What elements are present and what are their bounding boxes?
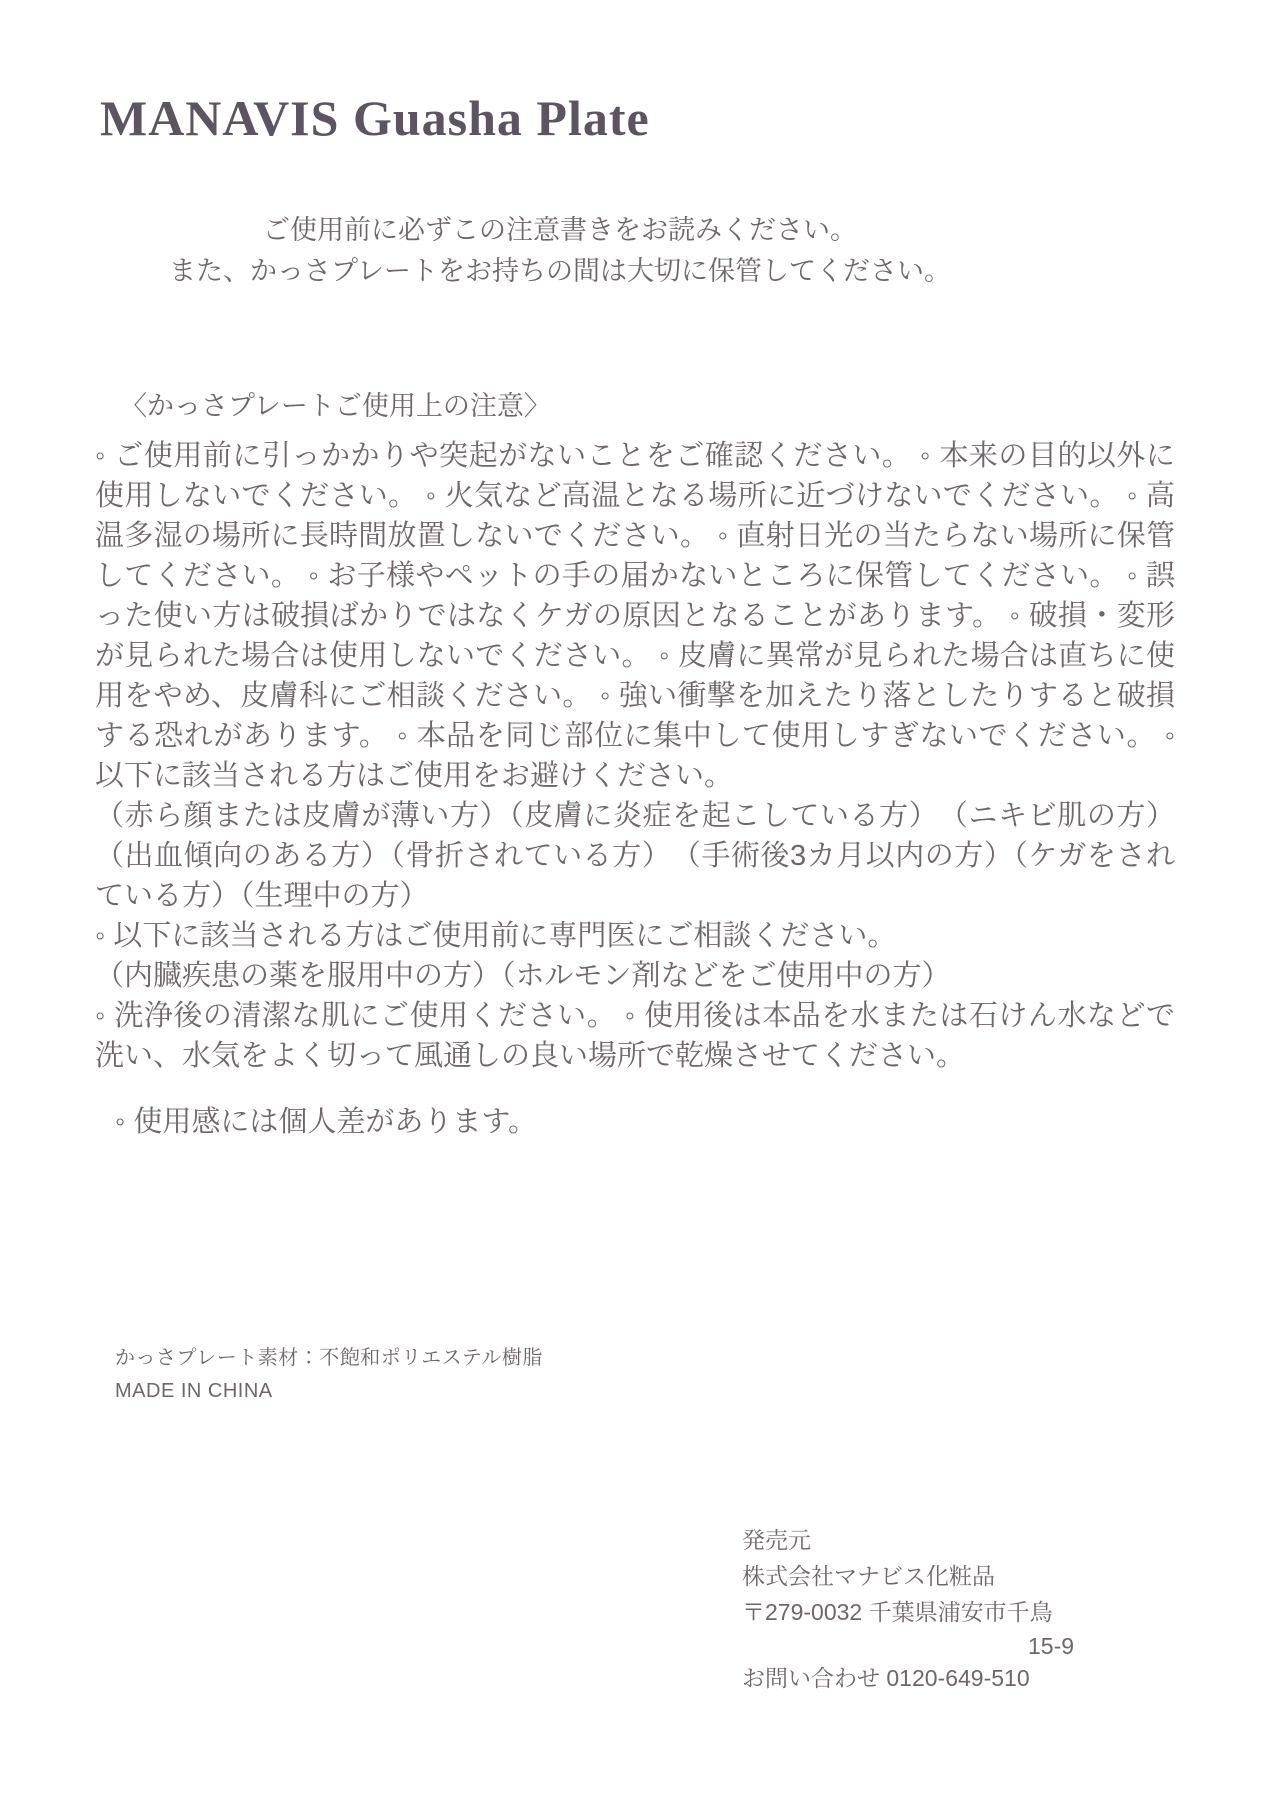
notice-paragraph-avoid-conditions: （赤ら顔または皮膚が薄い方）（皮膚に炎症を起こしている方） （ニキビ肌の方）（出血傾向のある方）（骨折されている方） （手術後3カ月以内の方）（ケガをされている方）（生理中の方） xyxy=(95,800,1175,912)
company-name: 株式会社マナビス化粧品 xyxy=(742,1563,995,1589)
origin-label: MADE IN CHINA xyxy=(115,1380,273,1402)
distributor-block xyxy=(742,1522,1074,1694)
company-address-line2: 15-9 xyxy=(1028,1633,1075,1659)
contact-phone: お問い合わせ 0120-649-510 xyxy=(742,1665,1030,1691)
notice-paragraph-consult-doctor: ◦ 以下に該当される方はご使用前に専門医にご相談ください。 xyxy=(95,920,897,952)
intro-line-2: また、かっさプレートをお持ちの間は大切に保管してください。 xyxy=(169,256,951,286)
notice-paragraph-medication-conditions: （内臓疾患の薬を服用中の方）（ホルモン剤などをご使用中の方） xyxy=(95,960,951,992)
page-title: MANAVIS Guasha Plate xyxy=(100,90,650,146)
material-spec: かっさプレート素材：不飽和ポリエステル樹脂 xyxy=(115,1347,543,1369)
intro-block xyxy=(0,210,1120,292)
intro-line-1: ご使用前に必ずこの注意書きをお読みください。 xyxy=(263,215,857,245)
notice-heading: 〈かっさプレートご使用上の注意〉 xyxy=(120,391,551,421)
individual-difference-note: ◦ 使用感には個人差があります。 xyxy=(115,1106,538,1138)
notice-paragraph-cleaning: ◦ 洗浄後の清潔な肌にご使用ください。 ◦ 使用後は本品を水または石けん水などで洗い、水気をよく切って風通しの良い場所で乾燥させてください。 xyxy=(95,1000,1175,1072)
notice-paragraph-precautions: ◦ ご使用前に引っかかりや突起がないことをご確認ください。 ◦ 本来の目的以外に使用しないでください。 ◦ 火気など高温となる場所に近づけないでください。 ◦ 高温多湿の場所に長時間放置しないでください。 ◦ 直射日光の当たらない場所に保管してください。 ◦ お子様やペットの手の届かないところに保管してください。 ◦ 誤った使い方は破損ばかりではなくケガの原因となることがあります。 ◦ 破損・変形が見られた場合は使用しないでください。 ◦ 皮膚に異常が見られた場合は直ちに使用をやめ、皮膚科にご相談ください。 ◦ 強い衝撃を加えたり落としたりすると破損する恐れがあります。 ◦ 本品を同じ部位に集中して使用しすぎないでください。 ◦ 以下に該当される方はご使用をお避けください。 xyxy=(95,440,1175,792)
notice-body xyxy=(95,436,1175,1076)
company-address: 〒279-0032 千葉県浦安市千鳥 xyxy=(742,1599,1053,1625)
distributor-label: 発売元 xyxy=(742,1527,811,1553)
materials-block xyxy=(115,1342,1273,1408)
